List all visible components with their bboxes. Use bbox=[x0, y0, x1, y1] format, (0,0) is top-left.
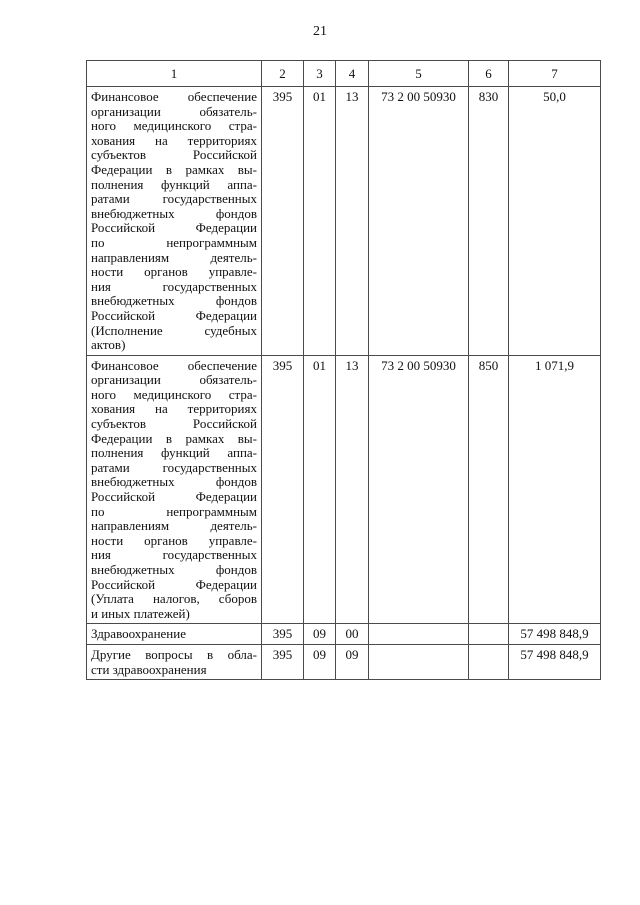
target-article-cell: 73 2 00 50930 bbox=[369, 355, 469, 624]
column-header: 3 bbox=[304, 61, 336, 87]
target-article-cell bbox=[369, 644, 469, 679]
table-row bbox=[87, 87, 601, 356]
code-cell: 395 bbox=[262, 624, 304, 645]
expense-type-cell: 830 bbox=[469, 87, 509, 356]
subsection-cell: 00 bbox=[336, 624, 369, 645]
amount-cell: 50,0 bbox=[509, 87, 601, 356]
table-header-row bbox=[87, 61, 601, 87]
row-name-line: Федерации в рамках вы- bbox=[91, 161, 257, 177]
row-name-line: (Уплата налогов, сборов bbox=[91, 591, 257, 607]
row-name-line: ности органов управле- bbox=[91, 532, 257, 548]
row-name-line: субъектов Российской bbox=[91, 147, 257, 163]
column-header: 2 bbox=[262, 61, 304, 87]
table-row bbox=[87, 644, 601, 679]
expense-type-cell: 850 bbox=[469, 355, 509, 624]
code-cell: 395 bbox=[262, 355, 304, 624]
amount-cell: 57 498 848,9 bbox=[509, 644, 601, 679]
amount-cell: 1 071,9 bbox=[509, 355, 601, 624]
row-name-line: хования на территориях bbox=[91, 401, 257, 417]
row-name-line: субъектов Российской bbox=[91, 416, 257, 432]
row-name-line: Федерации в рамках вы- bbox=[91, 430, 257, 446]
row-name-line: Здравоохранение bbox=[91, 626, 186, 642]
table-row bbox=[87, 355, 601, 624]
column-header: 1 bbox=[87, 61, 262, 87]
row-name-line: и иных платежей) bbox=[91, 605, 190, 621]
row-name-line: ности органов управле- bbox=[91, 264, 257, 280]
row-name-line: внебюджетных фондов bbox=[91, 205, 257, 221]
row-name-line: ратами государственных bbox=[91, 191, 257, 207]
code-cell: 395 bbox=[262, 87, 304, 356]
target-article-cell: 73 2 00 50930 bbox=[369, 87, 469, 356]
row-name-line: сти здравоохранения bbox=[91, 661, 207, 677]
row-name-line: направлениям деятель- bbox=[91, 249, 257, 265]
row-name-line: внебюджетных фондов bbox=[91, 293, 257, 309]
row-name-line: ния государственных bbox=[91, 547, 257, 563]
row-name-line: Российской Федерации bbox=[91, 576, 257, 592]
target-article-cell bbox=[369, 624, 469, 645]
row-name-line: полнения функций аппа- bbox=[91, 176, 257, 192]
subsection-cell: 13 bbox=[336, 87, 369, 356]
row-name-cell bbox=[87, 624, 262, 645]
section-cell: 01 bbox=[304, 355, 336, 624]
column-header: 7 bbox=[509, 61, 601, 87]
expense-type-cell bbox=[469, 644, 509, 679]
row-name-line: ратами государственных bbox=[91, 459, 257, 475]
row-name-line: организации обязатель- bbox=[91, 103, 257, 119]
row-name-line: Российской Федерации bbox=[91, 220, 257, 236]
section-cell: 01 bbox=[304, 87, 336, 356]
row-name-line: направлениям деятель- bbox=[91, 518, 257, 534]
column-header: 6 bbox=[469, 61, 509, 87]
row-name-line: ного медицинского стра- bbox=[91, 386, 257, 402]
row-name-line: (Исполнение судебных bbox=[91, 322, 257, 338]
amount-cell: 57 498 848,9 bbox=[509, 624, 601, 645]
row-name-line: внебюджетных фондов bbox=[91, 474, 257, 490]
table-row bbox=[87, 624, 601, 645]
row-name-line: ния государственных bbox=[91, 278, 257, 294]
expense-type-cell bbox=[469, 624, 509, 645]
row-name-cell bbox=[87, 355, 262, 624]
row-name-line: внебюджетных фондов bbox=[91, 562, 257, 577]
section-cell: 09 bbox=[304, 624, 336, 645]
code-cell: 395 bbox=[262, 644, 304, 679]
row-name-line: Финансовое обеспечение bbox=[91, 357, 257, 373]
table-body bbox=[87, 87, 601, 680]
row-name-line: актов) bbox=[91, 337, 126, 353]
row-name-line: Финансовое обеспечение bbox=[91, 89, 257, 104]
row-name-line: Другие вопросы в обла- bbox=[91, 646, 257, 662]
section-cell: 09 bbox=[304, 644, 336, 679]
row-name-cell bbox=[87, 644, 262, 679]
row-name-line: ного медицинского стра- bbox=[91, 118, 257, 134]
row-name-line: Российской Федерации bbox=[91, 489, 257, 505]
row-name-line: хования на территориях bbox=[91, 132, 257, 148]
row-name-line: полнения функций аппа- bbox=[91, 445, 257, 461]
budget-table bbox=[86, 60, 601, 680]
row-name-line: по непрограммным bbox=[91, 234, 257, 250]
column-header: 5 bbox=[369, 61, 469, 87]
column-header: 4 bbox=[336, 61, 369, 87]
subsection-cell: 09 bbox=[336, 644, 369, 679]
subsection-cell: 13 bbox=[336, 355, 369, 624]
row-name-cell bbox=[87, 87, 262, 356]
page-number: 21 bbox=[313, 24, 327, 39]
row-name-line: Российской Федерации bbox=[91, 307, 257, 323]
row-name-line: организации обязатель- bbox=[91, 372, 257, 388]
row-name-line: по непрограммным bbox=[91, 503, 257, 519]
